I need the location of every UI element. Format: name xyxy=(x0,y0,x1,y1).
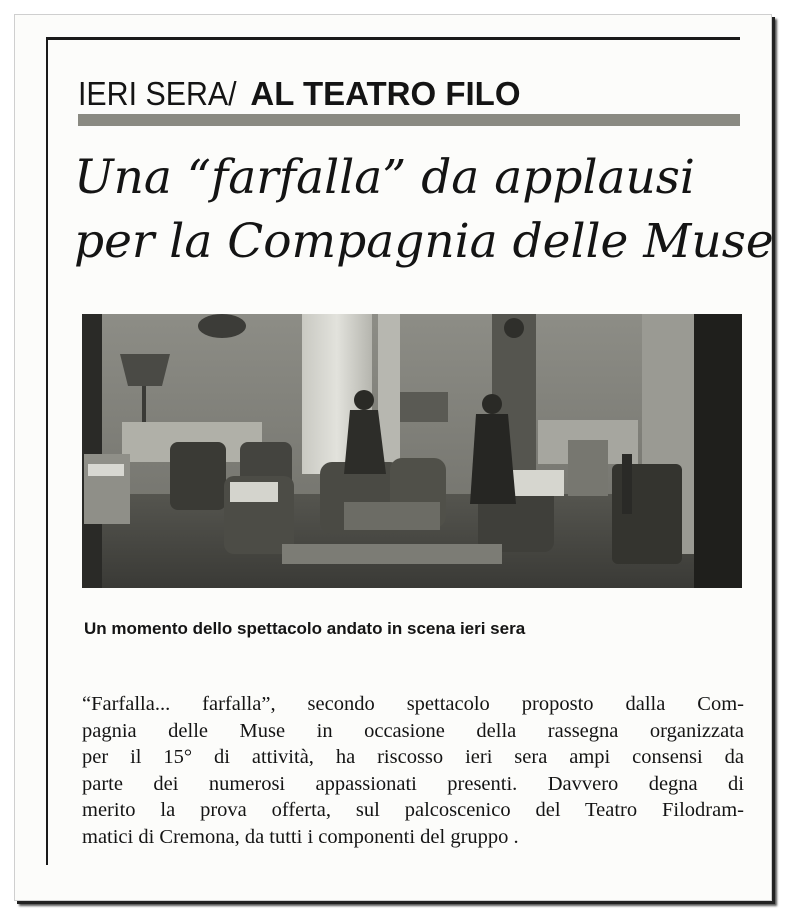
body-line-5: merito la prova offerta, sul palcoscenico del Teatro Filodram- xyxy=(82,799,744,821)
article-body xyxy=(82,691,744,850)
body-line-3: per il 15° di attività, ha riscosso ieri sera ampi consensi da xyxy=(82,746,744,768)
body-line-1: “Farfalla... farfalla”, secondo spettacolo proposto dalla Com- xyxy=(82,693,744,715)
kicker-underline-bar xyxy=(78,114,740,126)
headline-line-1: Una “farfalla” da applausi xyxy=(74,150,695,205)
top-rule xyxy=(46,37,740,40)
kicker-bold: AL TEATRO FILO xyxy=(250,75,521,112)
body-line-2: pagnia delle Muse in occasione della rassegna organizzata xyxy=(82,719,744,742)
body-line-6: matici di Cremona, da tutti i componenti del gruppo . xyxy=(82,825,519,848)
stage-scene-photo xyxy=(82,314,742,588)
headline xyxy=(74,146,774,274)
headline-line-2: per la Compagnia delle Muse xyxy=(74,214,774,269)
section-kicker xyxy=(78,74,520,114)
body-line-4: parte dei numerosi appassionati presenti. Davvero degna di xyxy=(82,772,744,795)
photo-caption: Un momento dello spettacolo andato in scena ieri sera xyxy=(84,619,526,638)
kicker-light: IERI SERA/ xyxy=(78,75,237,112)
left-rule xyxy=(46,37,48,865)
stage-photo-illustration xyxy=(82,314,742,588)
